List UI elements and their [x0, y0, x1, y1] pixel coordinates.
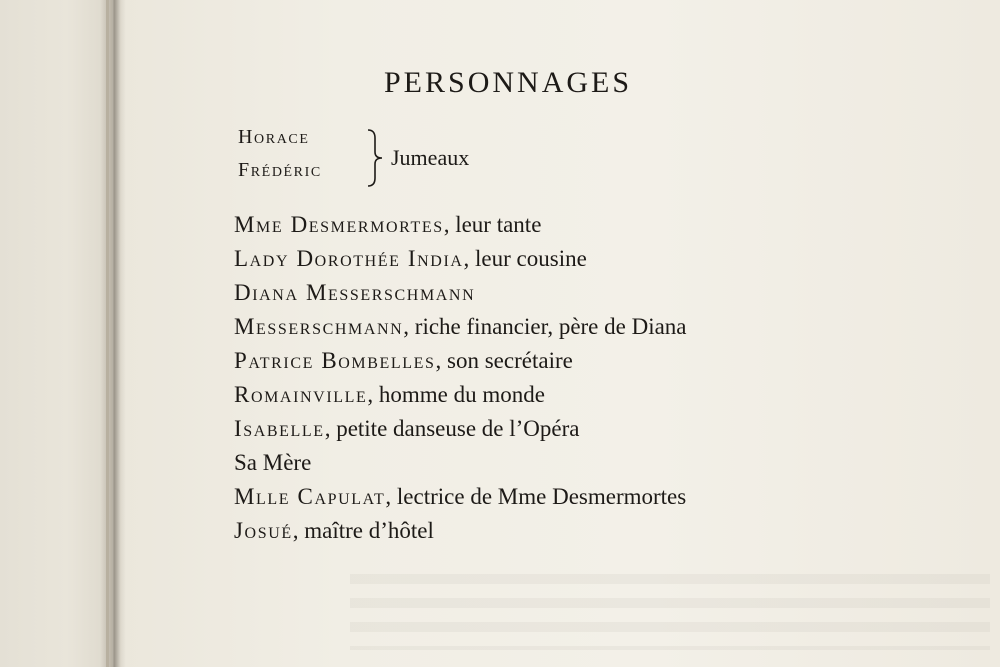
character-description: , lectrice de Mme Desmermortes — [385, 484, 687, 509]
character-description: , homme du monde — [367, 382, 545, 407]
book-gutter — [100, 0, 126, 667]
show-through-text — [350, 560, 990, 650]
character-name-horace: Horace — [238, 126, 310, 148]
character-description: , leur tante — [443, 212, 542, 237]
cast-item — [234, 310, 687, 344]
character-name: Messerschmann — [234, 314, 404, 339]
character-description: Sa Mère — [234, 450, 312, 475]
left-page — [0, 0, 112, 667]
character-name: Romainville — [234, 382, 368, 407]
cast-item — [234, 412, 687, 446]
cast-item — [234, 208, 687, 242]
cast-item — [234, 480, 687, 514]
page-edge — [106, 0, 109, 667]
brace-icon — [364, 128, 386, 188]
character-description: , maître d’hôtel — [292, 518, 434, 543]
character-name: Isabelle — [234, 416, 325, 441]
character-name: Josué — [234, 518, 293, 543]
character-name: Lady Dorothée India — [234, 246, 464, 271]
cast-item — [234, 242, 687, 276]
twins-note: Jumeaux — [391, 145, 470, 170]
page-title: PERSONNAGES — [384, 66, 633, 99]
character-description: , son secrétaire — [435, 348, 573, 373]
character-name: Patrice Bombelles — [234, 348, 436, 373]
cast-item — [234, 344, 687, 378]
character-name: Diana Messerschmann — [234, 280, 476, 305]
character-name: Mlle Capulat — [234, 484, 386, 509]
cast-list — [234, 208, 687, 548]
character-description: , leur cousine — [463, 246, 587, 271]
character-description: , riche financier, père de Diana — [403, 314, 687, 339]
cast-item — [234, 514, 687, 548]
character-description: , petite danseuse de l’Opéra — [324, 416, 580, 441]
character-name-frederic: Frédéric — [238, 159, 322, 181]
character-name: Mme Desmermortes — [234, 212, 444, 237]
twins-group — [238, 126, 538, 196]
cast-item — [234, 446, 687, 480]
cast-item — [234, 378, 687, 412]
cast-item — [234, 276, 687, 310]
